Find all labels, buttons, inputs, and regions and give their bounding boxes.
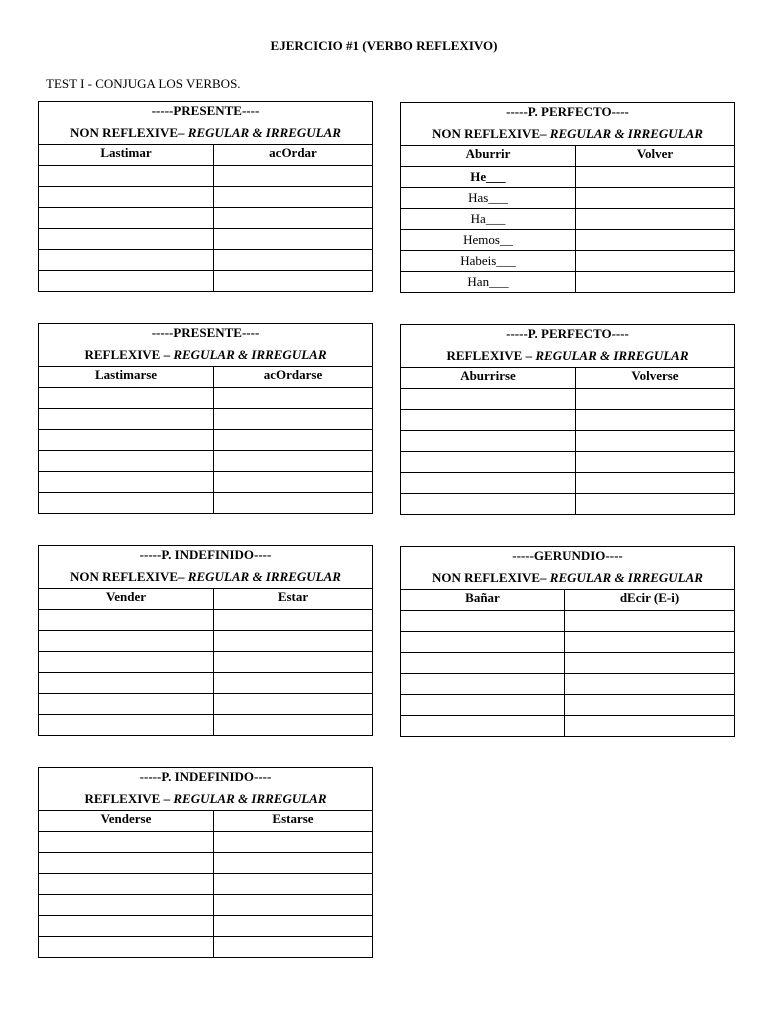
table-row	[401, 230, 735, 251]
answer-cell[interactable]	[39, 388, 214, 409]
answer-cell[interactable]	[401, 410, 576, 431]
answer-cell[interactable]	[214, 874, 373, 895]
table-row	[401, 611, 735, 632]
answer-cell[interactable]	[214, 916, 373, 937]
answer-cell[interactable]: Ha___	[401, 209, 576, 230]
answer-cell[interactable]	[214, 208, 373, 229]
answer-cell[interactable]: Has___	[401, 188, 576, 209]
table-row	[39, 895, 373, 916]
verb-type-italic: REGULAR & IRREGULAR	[173, 791, 327, 806]
answer-cell[interactable]	[576, 230, 735, 251]
column-header: Estarse	[214, 811, 373, 832]
answer-cell[interactable]	[565, 611, 735, 632]
answer-cell[interactable]	[214, 271, 373, 292]
answer-cell[interactable]	[401, 494, 576, 515]
verb-type-heading	[39, 788, 373, 811]
answer-cell[interactable]	[576, 188, 735, 209]
answer-cell[interactable]: Hemos__	[401, 230, 576, 251]
answer-cell[interactable]	[214, 937, 373, 958]
answer-cell[interactable]	[214, 673, 373, 694]
answer-cell[interactable]: Han___	[401, 272, 576, 293]
answer-cell[interactable]	[39, 694, 214, 715]
answer-cell[interactable]	[401, 389, 576, 410]
answer-cell[interactable]	[214, 229, 373, 250]
answer-cell[interactable]	[39, 409, 214, 430]
answer-cell[interactable]	[214, 631, 373, 652]
conjugation-table	[38, 101, 373, 292]
answer-cell[interactable]	[565, 716, 735, 737]
answer-cell[interactable]	[39, 916, 214, 937]
answer-cell[interactable]	[214, 694, 373, 715]
answer-cell[interactable]	[39, 673, 214, 694]
table-row	[39, 832, 373, 853]
answer-cell[interactable]	[214, 610, 373, 631]
answer-cell[interactable]	[39, 832, 214, 853]
answer-cell[interactable]: Habeis___	[401, 251, 576, 272]
answer-cell[interactable]	[214, 715, 373, 736]
answer-cell[interactable]	[39, 874, 214, 895]
answer-cell[interactable]	[576, 473, 735, 494]
answer-cell[interactable]	[39, 208, 214, 229]
column-header: Bañar	[401, 590, 565, 611]
table-row	[39, 409, 373, 430]
answer-cell[interactable]	[39, 652, 214, 673]
verb-type-italic: REGULAR & IRREGULAR	[173, 347, 327, 362]
verb-type-label: REFLEXIVE –	[84, 347, 174, 362]
table-row	[39, 472, 373, 493]
table-row	[39, 937, 373, 958]
verb-type-italic: REGULAR & IRREGULAR	[549, 126, 703, 141]
answer-cell[interactable]	[39, 229, 214, 250]
table-row	[39, 166, 373, 187]
verb-type-label: NON REFLEXIVE–	[70, 125, 188, 140]
table-row	[401, 695, 735, 716]
verb-type-heading	[401, 123, 735, 146]
table-row	[401, 473, 735, 494]
conjugation-table	[38, 323, 373, 514]
table-row	[39, 229, 373, 250]
column-header: dEcir (E-i)	[565, 590, 735, 611]
verb-type-heading	[39, 566, 373, 589]
answer-cell[interactable]	[214, 493, 373, 514]
verb-type-heading	[39, 344, 373, 367]
table-row	[401, 251, 735, 272]
answer-cell[interactable]	[401, 473, 576, 494]
table-row	[39, 187, 373, 208]
column-header: Lastimar	[39, 145, 214, 166]
column-header: Aburrir	[401, 146, 576, 167]
table-row	[401, 431, 735, 452]
verb-type-label: REFLEXIVE –	[84, 791, 174, 806]
table-row	[401, 167, 735, 188]
conjugation-table	[400, 324, 735, 515]
answer-cell[interactable]	[39, 472, 214, 493]
answer-cell[interactable]	[39, 631, 214, 652]
answer-cell[interactable]	[565, 653, 735, 674]
answer-cell[interactable]	[214, 853, 373, 874]
column-header: Volver	[576, 146, 735, 167]
table-row	[401, 188, 735, 209]
document-title: EJERCICIO #1 (VERBO REFLEXIVO)	[270, 38, 498, 53]
table-row	[39, 715, 373, 736]
table-row	[39, 430, 373, 451]
answer-cell[interactable]	[401, 716, 565, 737]
verb-type-label: REFLEXIVE –	[446, 348, 536, 363]
table-row	[39, 631, 373, 652]
answer-cell[interactable]	[401, 611, 565, 632]
table-row	[39, 250, 373, 271]
verb-type-label: NON REFLEXIVE–	[432, 570, 550, 585]
tense-heading: -----PRESENTE----	[39, 102, 373, 123]
answer-cell[interactable]	[39, 895, 214, 916]
answer-cell[interactable]	[39, 715, 214, 736]
table-row	[39, 652, 373, 673]
answer-cell[interactable]	[39, 853, 214, 874]
verb-type-italic: REGULAR & IRREGULAR	[535, 348, 689, 363]
verb-type-heading	[39, 122, 373, 145]
tense-heading: -----P. PERFECTO----	[401, 103, 735, 124]
verb-type-italic: REGULAR & IRREGULAR	[187, 125, 341, 140]
answer-cell[interactable]	[214, 451, 373, 472]
table-row	[401, 452, 735, 473]
answer-cell[interactable]	[214, 187, 373, 208]
table-row	[39, 853, 373, 874]
table-row	[39, 271, 373, 292]
tense-heading: -----GERUNDIO----	[401, 547, 735, 568]
column-header: Lastimarse	[39, 367, 214, 388]
answer-cell[interactable]	[576, 452, 735, 473]
column-header: Venderse	[39, 811, 214, 832]
column-header: Vender	[39, 589, 214, 610]
table-row	[39, 694, 373, 715]
verb-type-italic: REGULAR & IRREGULAR	[187, 569, 341, 584]
table-row	[401, 209, 735, 230]
answer-cell[interactable]	[39, 451, 214, 472]
table-row	[401, 716, 735, 737]
answer-cell[interactable]: He___	[401, 167, 576, 188]
answer-cell[interactable]	[565, 632, 735, 653]
column-header: Volverse	[576, 368, 735, 389]
verb-type-italic: REGULAR & IRREGULAR	[549, 570, 703, 585]
answer-cell[interactable]	[214, 895, 373, 916]
column-header: Aburrirse	[401, 368, 576, 389]
answer-cell[interactable]	[576, 209, 735, 230]
answer-cell[interactable]	[214, 388, 373, 409]
answer-cell[interactable]	[214, 832, 373, 853]
table-row	[401, 674, 735, 695]
table-row	[401, 632, 735, 653]
answer-cell[interactable]	[576, 410, 735, 431]
answer-cell[interactable]	[39, 430, 214, 451]
answer-cell[interactable]	[214, 250, 373, 271]
answer-cell[interactable]	[401, 452, 576, 473]
answer-cell[interactable]	[576, 431, 735, 452]
tense-heading: -----P. PERFECTO----	[401, 325, 735, 346]
table-row	[39, 916, 373, 937]
verb-type-label: NON REFLEXIVE–	[70, 569, 188, 584]
answer-cell[interactable]	[39, 250, 214, 271]
tense-heading: -----P. INDEFINIDO----	[39, 546, 373, 567]
answer-cell[interactable]	[214, 430, 373, 451]
answer-cell[interactable]	[565, 674, 735, 695]
verb-type-label: NON REFLEXIVE–	[432, 126, 550, 141]
answer-cell[interactable]	[214, 472, 373, 493]
answer-cell[interactable]	[576, 494, 735, 515]
table-row	[39, 208, 373, 229]
table-row	[39, 451, 373, 472]
table-row	[39, 388, 373, 409]
conjugation-table	[38, 545, 373, 736]
answer-cell[interactable]	[39, 187, 214, 208]
table-row	[39, 493, 373, 514]
answer-cell[interactable]	[214, 652, 373, 673]
tense-heading: -----PRESENTE----	[39, 324, 373, 345]
document-subtitle: TEST I - CONJUGA LOS VERBOS.	[46, 76, 241, 91]
table-row	[39, 874, 373, 895]
answer-cell[interactable]	[565, 695, 735, 716]
answer-cell[interactable]	[576, 272, 735, 293]
answer-cell[interactable]	[576, 251, 735, 272]
answer-cell[interactable]	[39, 937, 214, 958]
table-row	[401, 389, 735, 410]
answer-cell[interactable]	[401, 431, 576, 452]
verb-type-heading	[401, 567, 735, 590]
conjugation-table	[38, 767, 373, 958]
table-row	[401, 272, 735, 293]
answer-cell[interactable]	[39, 166, 214, 187]
tense-heading: -----P. INDEFINIDO----	[39, 768, 373, 789]
answer-cell[interactable]	[214, 409, 373, 430]
answer-cell[interactable]	[401, 695, 565, 716]
column-header: acOrdar	[214, 145, 373, 166]
answer-cell[interactable]	[39, 610, 214, 631]
answer-cell[interactable]	[401, 653, 565, 674]
answer-cell[interactable]	[401, 632, 565, 653]
table-row	[39, 673, 373, 694]
table-row	[401, 410, 735, 431]
answer-cell[interactable]	[39, 493, 214, 514]
table-row	[401, 653, 735, 674]
table-row	[401, 494, 735, 515]
conjugation-table	[400, 102, 735, 293]
answer-cell[interactable]	[401, 674, 565, 695]
column-header: acOrdarse	[214, 367, 373, 388]
answer-cell[interactable]	[214, 166, 373, 187]
conjugation-table	[400, 546, 735, 737]
column-header: Estar	[214, 589, 373, 610]
answer-cell[interactable]	[39, 271, 214, 292]
table-row	[39, 610, 373, 631]
answer-cell[interactable]	[576, 167, 735, 188]
answer-cell[interactable]	[576, 389, 735, 410]
verb-type-heading	[401, 345, 735, 368]
